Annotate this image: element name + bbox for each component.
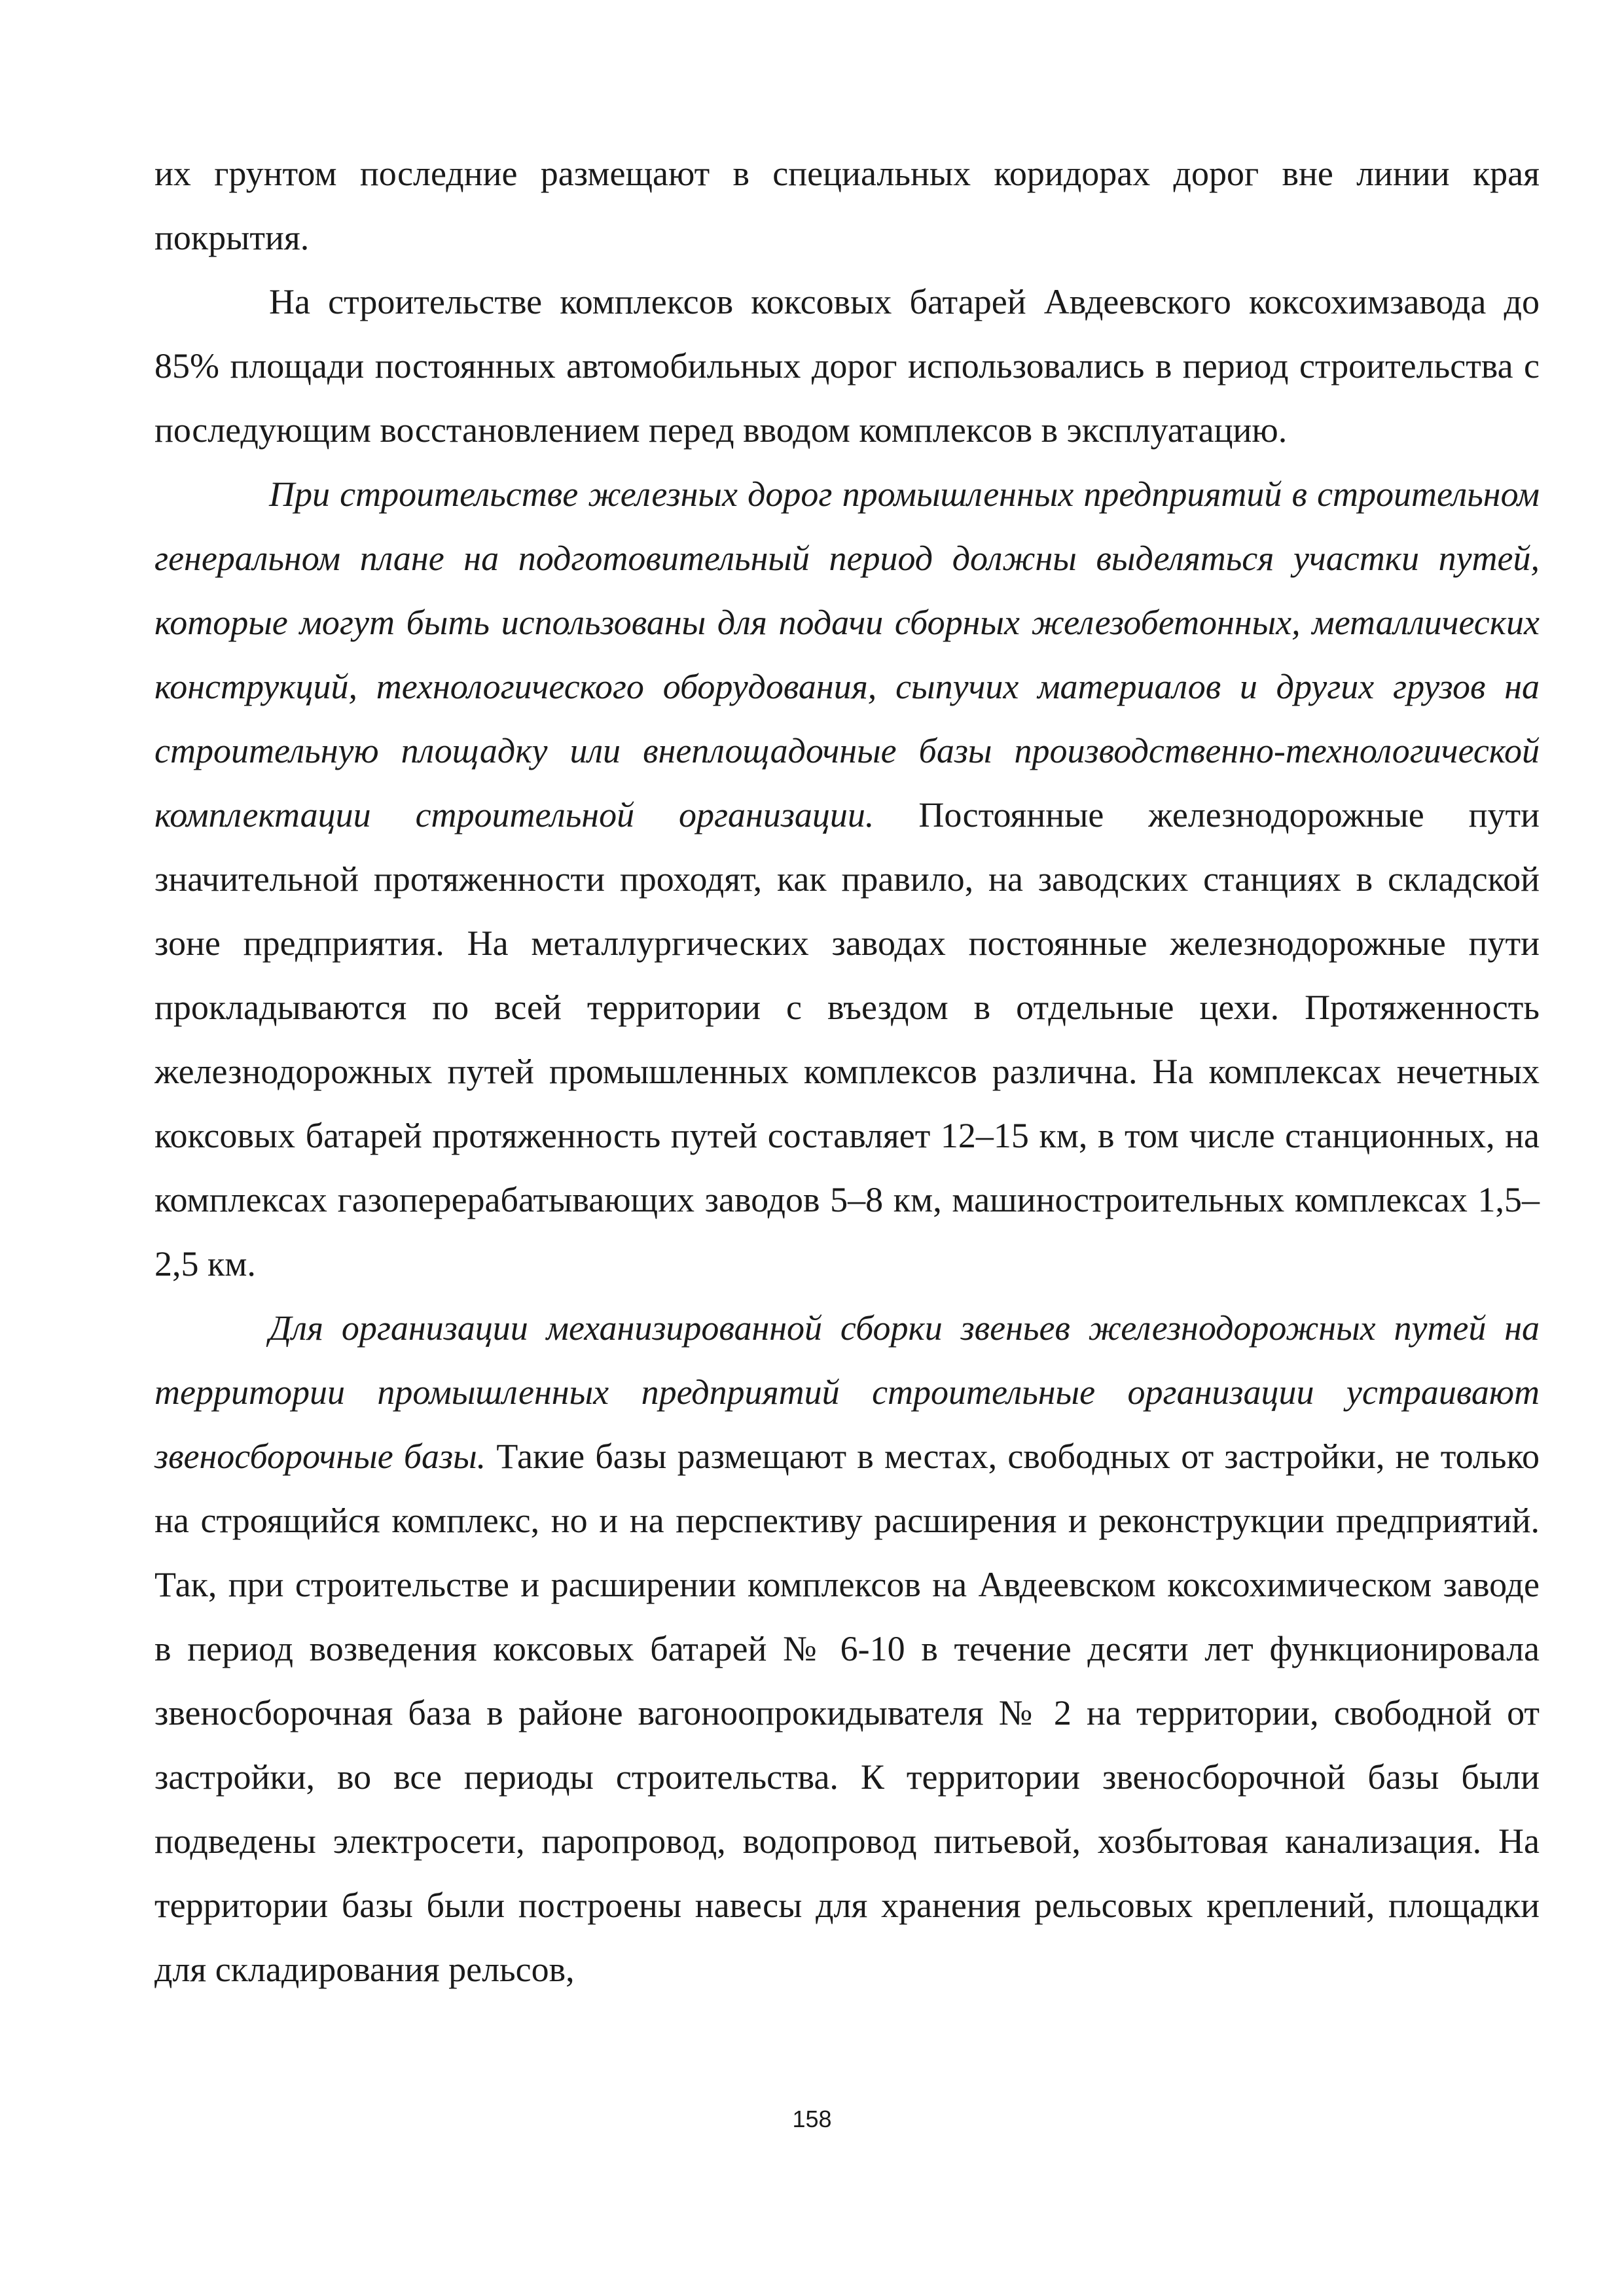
paragraph-3-italic: При строительстве железных дорог промышленных предприятий в строительном генеральном плане на подготовительный период должны выделяться участки путей, которые могут быть использованы для подачи сборных железобетонных, металлических конструкций, технологического оборудования, сыпучих материалов и других грузов на строительную площадку или внеплощадочные базы производственно-технологической комплектации строительной организации.: [154, 475, 1540, 834]
page-number: 158: [792, 2106, 832, 2132]
paragraph-2-text: На строительстве комплексов коксовых батарей Авдеевского коксохимзавода до 85% площади постоянных автомобильных дорог использовались в период строительства с последующим восстановлением перед вводом комплексов в эксплуатацию.: [154, 282, 1540, 450]
paragraph-4-text: Такие базы размещают в местах, свободных от застройки, не только на строящийся комплекс, но и на перспективу расширения и реконструкции предприятий. Так, при строительстве и расширении комплексов на Авдеевском коксохимическом заводе в период возведения коксовых батарей № 6-10 в течение десяти лет функционировала звеносборочная база в районе вагоноопрокидывателя № 2 на территории, свободной от застройки, во все периоды строительства. К территории звеносборочной базы были подведены электросети, паропровод, водопровод питьевой, хозбытовая канализация. На территории базы были построены навесы для хранения рельсовых креплений, площадки для складирования рельсов,: [154, 1437, 1540, 1989]
paragraph-1-text: их грунтом последние размещают в специальных коридорах дорог вне линии края покрытия.: [154, 154, 1540, 257]
paragraph-1: [154, 141, 1540, 270]
body-text: [154, 141, 1540, 2001]
paragraph-3: [154, 462, 1540, 1296]
paragraph-4-italic: Для организации механизированной сборки звеньев железнодорожных путей на территории промышленных предприятий строительные организации устраивают звеносборочные базы.: [154, 1308, 1540, 1476]
paragraph-4: [154, 1296, 1540, 2001]
paragraph-2: [154, 270, 1540, 462]
paragraph-3-text: Постоянные железнодорожные пути значительной протяженности проходят, как правило, на заводских станциях в складской зоне предприятия. На металлургических заводах постоянные железнодорожные пути прокладываются по всей территории с въездом в отдельные цехи. Протяженность железнодорожных путей промышленных комплексов различна. На комплексах нечетных коксовых батарей протяженность путей составляет 12–15 км, в том числе станционных, на комплексах газоперерабатывающих заводов 5–8 км, машиностроительных комплексах 1,5–2,5 км.: [154, 795, 1540, 1283]
